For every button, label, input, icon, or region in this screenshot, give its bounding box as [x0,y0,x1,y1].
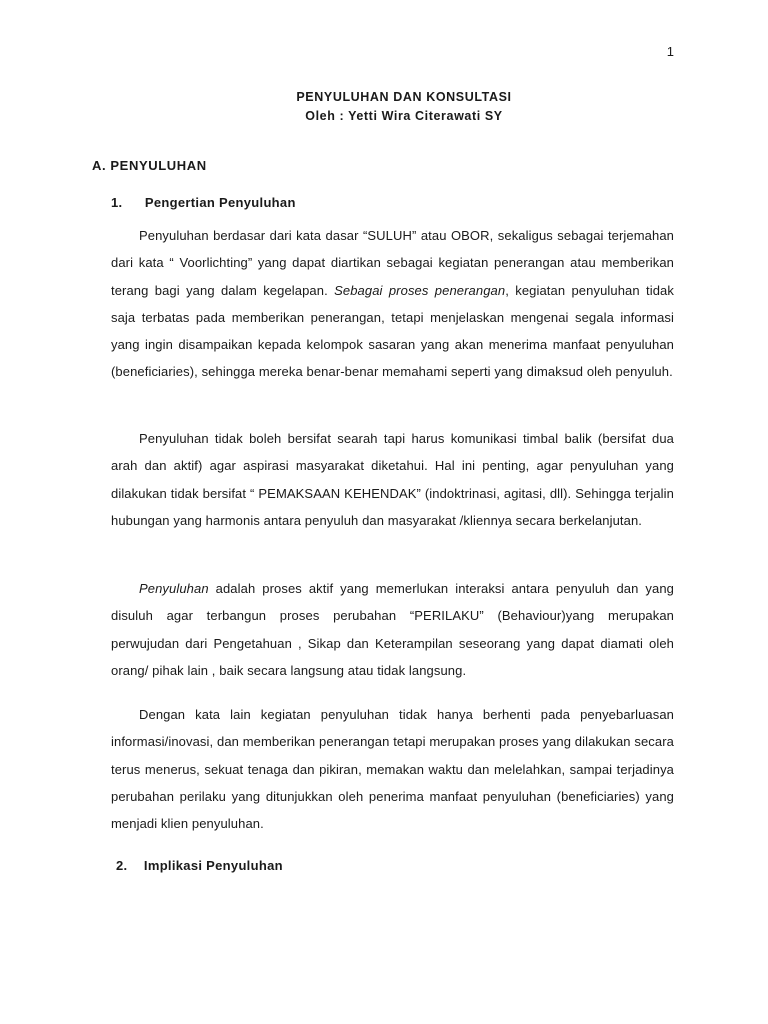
emphasis-text: Penyuluhan [139,581,209,596]
paragraph-text: Penyuluhan tidak boleh bersifat searah tapi harus komunikasi timbal balik (bersifat dua arah dan aktif) agar aspirasi masyarakat diketahui. Hal ini penting, agar penyuluhan yang dilakukan tidak bersifat “ PEMAKSAAN KEHENDAK” (indoktrinasi, agitasi, dll). Sehingga terjalin hubungan yang harmonis antara penyuluh dan masyarakat /kliennya secara berkelanjutan. [111,431,674,528]
subsection-number: 1. [111,195,123,210]
subsection-title: Implikasi Penyuluhan [143,858,283,873]
paragraph-text: Penyuluhan berdasar dari kata dasar “SULUH” atau OBOR, sekaligus sebagai terjemahan dari kata “ Voorlichting” yang dapat diartikan sebagai kegiatan penerangan atau memberikan terang bagi yang dalam kegelapan. [111,228,674,298]
paragraph-text: Dengan kata lain kegiatan penyuluhan tidak hanya berhenti pada penyebarluasan informasi/inovasi, dan memberikan penerangan tetapi merupakan proses yang dilakukan secara terus menerus, sekuat tenaga dan pikiran, memakan waktu dan melelahkan, sampai terjadinya perubahan perilaku yang ditunjukkan oleh penerima manfaat penyuluhan (beneficiaries) yang menjadi klien penyuluhan. [111,707,674,832]
section-heading-penyuluhan: A. PENYULUHAN [92,158,207,173]
document-header [0,88,768,126]
paragraph-4 [111,701,674,837]
page-number: 1 [666,44,674,59]
subsection-number: 2. [116,858,128,873]
subsection-title: Pengertian Penyuluhan [144,195,296,210]
paragraph-3 [111,575,674,684]
paragraph-2 [111,425,674,534]
paragraph-text: , kegiatan penyuluhan tidak saja terbatas pada memberikan penerangan, tetapi menjelaskan mengenai segala informasi yang ingin disampaikan kepada kelompok sasaran yang akan menerima manfaat penyuluhan (beneficiaries), sehingga mereka benar-benar memahami seperti yang dimaksud oleh penyuluh. [111,282,674,380]
subsection-heading-pengertian [111,195,296,210]
subsection-heading-implikasi [116,858,283,873]
document-author: Oleh : Yetti Wira Citerawati SY [305,109,503,123]
paragraph-text: adalah proses aktif yang memerlukan interaksi antara penyuluh dan yang disuluh agar terbangun proses perubahan “PERILAKU” (Behaviour)yang merupakan perwujudan dari Pengetahuan , Sikap dan Keterampilan seseorang yang dapat diamati oleh orang/ pihak lain , baik secara langsung atau tidak langsung. [111,581,674,678]
emphasis-text: Sebagai proses penerangan [334,282,506,298]
paragraph-1 [111,222,674,386]
document-title: PENYULUHAN DAN KONSULTASI [296,90,512,104]
